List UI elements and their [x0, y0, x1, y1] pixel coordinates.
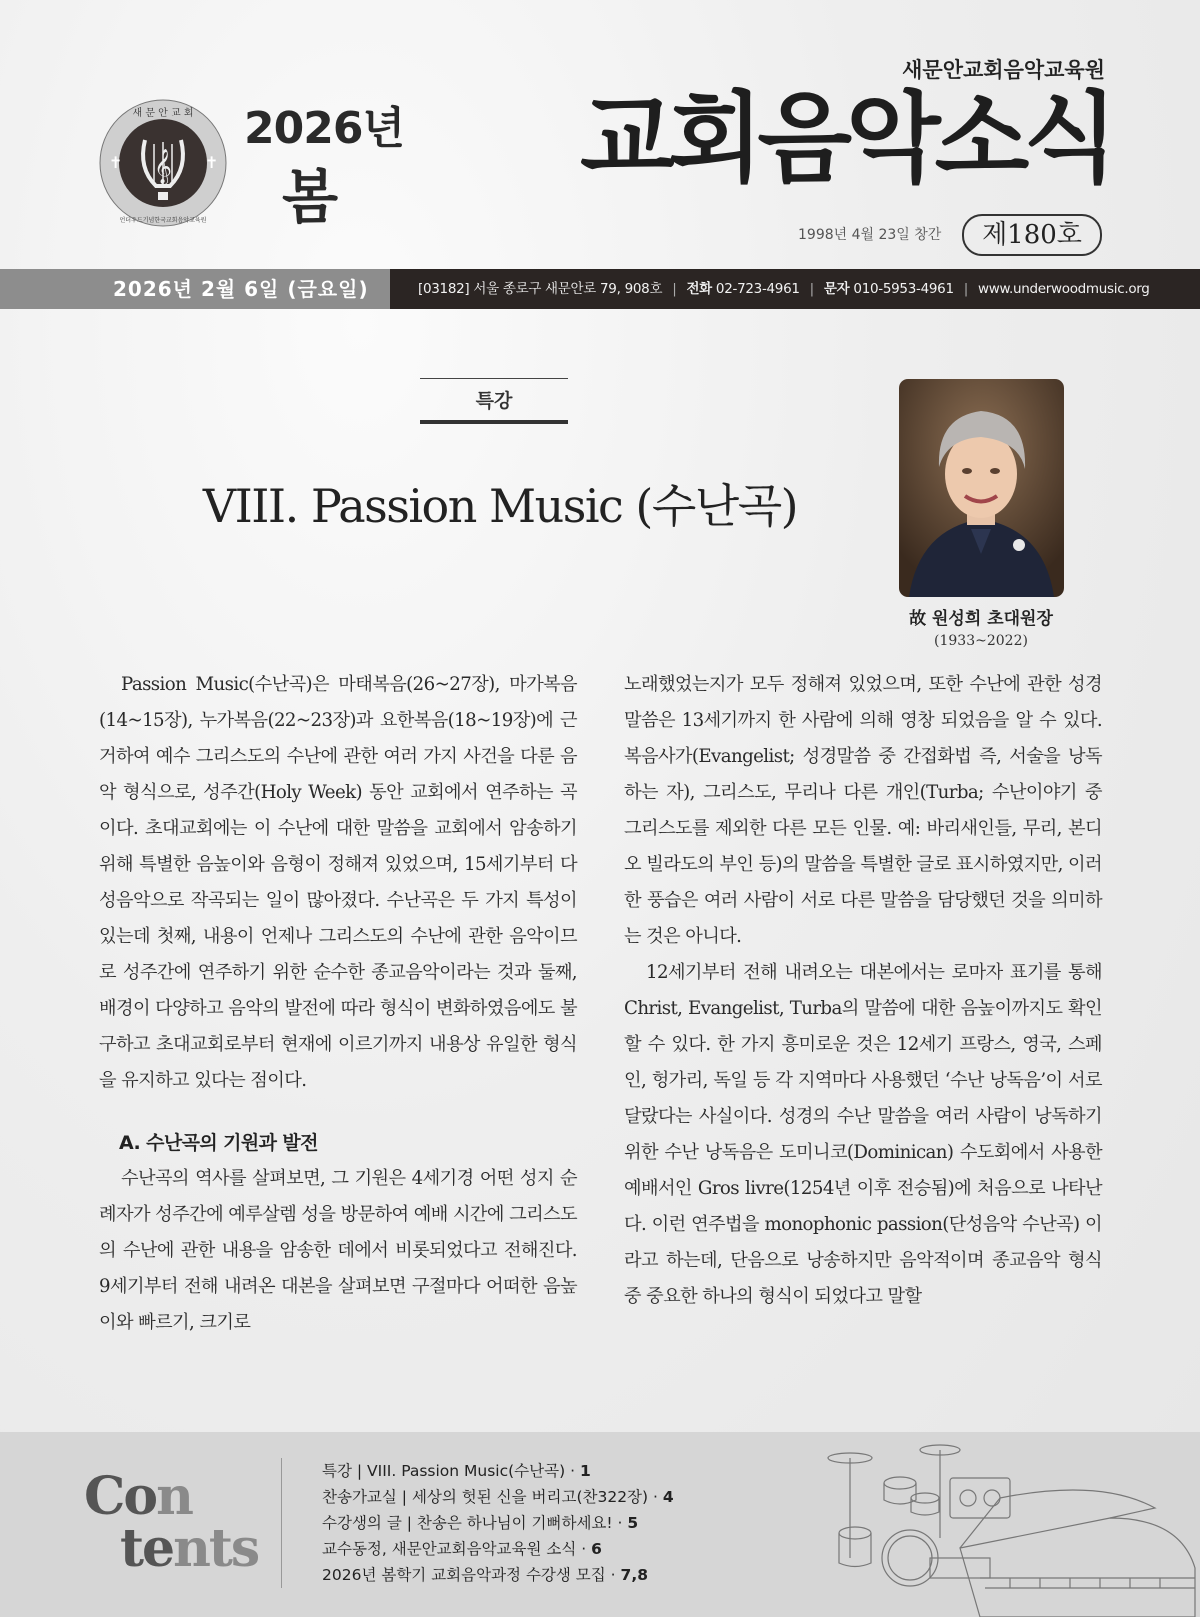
article-paragraph: Passion Music(수난곡)은 마태복음(26~27장), 마가복음(14~15장), 누가복음(22~23장)과 요한복음(18~19장)에 근거하여 예수 그리스도의 수난에 관한 여러 가지 사건을 다룬 음악 형식으로, 성주간(Holy Week) 동안 교회에서 연주하는 곡이다. 초대교회에는 이 수난에 대한 말씀을 교회에서 암송하기 위해 특별한 음높이와 음형이 정해져 있었으며, 15세기부터 다성음악으로 작곡되는 일이 많아졌다. 수난곡은 두 가지 특성이 있는데 첫째, 내용이 언제나 그리스도의 수난에 관한 음악이므로 성주간에 연주하기 위한 순수한 종교음악이라는 것과 둘째, 배경이 다양하고 음악의 발전에 따라 형식이 변화하였음에도 불구하고 초대교회로부터 현재에 이르기까지 내용상 유일한 형식을 유지하고 있다는 점이다.	[99, 674, 577, 1091]
issue-year: 2026년	[244, 103, 404, 154]
svg-text:𝄞: 𝄞	[154, 149, 172, 184]
phone-label: 전화	[686, 281, 712, 297]
sms-number: 010-5953-4961	[853, 281, 954, 297]
instruments-illustration	[810, 1438, 1200, 1617]
separator: |	[809, 281, 814, 297]
separator: |	[672, 281, 677, 297]
contents-label-line2: tents	[120, 1518, 259, 1579]
article-paragraph: 수난곡의 역사를 살펴보면, 그 기원은 4세기경 어떤 성지 순례자가 성주간에 예루살렘 성을 방문하여 예배 시간에 그리스도의 수난에 관한 내용을 암송한 데에서 비롯되었다고 전해진다. 9세기부터 전해 내려온 대본을 살펴보면 구절마다 어떠한 음높이와 빠르기, 크기로	[99, 1168, 577, 1333]
portrait-caption: 故 원성희 초대원장	[909, 609, 1053, 629]
organization-name: 새문안교회음악교육원	[902, 58, 1105, 82]
toc-item[interactable]: 특강 | VIII. Passion Music(수난곡) · 1	[322, 1462, 591, 1480]
issue-number-badge: 제180호	[962, 214, 1102, 256]
article-paragraph: 12세기부터 전해 내려오는 대본에서는 로마자 표기를 통해 Christ, Evangelist, Turba의 말씀에 대한 음높이까지도 확인할 수 있다. 한 가지 흥미로운 것은 12세기 프랑스, 영국, 스페인, 헝가리, 독일 등 각 지역마다 사용했던 ‘수난 낭독음’이 서로 달랐다는 사실이다. 성경의 수난 말씀을 여러 사람이 낭독하기 위한 수난 낭독음은 도미니코(Dominican) 수도회에서 사용한 예배서인 Gros livre(1254년 이후 전승됨)에 처음으로 나타난다. 이런 연주법을 monophonic passion(단성음악 수난곡) 이라고 하는데, 단음으로 낭송하지만 음악적이며 종교음악 형식 중 중요한 하나의 형식이 되었다고 말할	[624, 962, 1102, 1307]
sms-label: 문자	[823, 281, 850, 297]
article-left-column	[99, 667, 577, 1341]
category-top-rule	[420, 378, 568, 379]
publication-date: 2026년 2월 6일 (금요일)	[0, 269, 390, 309]
table-of-contents	[322, 1458, 674, 1588]
contents-label-line1: Con	[84, 1466, 192, 1527]
toc-item[interactable]: 수강생의 글 | 찬송은 하나님이 기뻐하세요! · 5	[322, 1514, 639, 1532]
section-heading: A. 수난곡의 기원과 발전	[119, 1132, 318, 1154]
website-link[interactable]: www.underwoodmusic.org	[977, 281, 1150, 297]
newsletter-masthead: 교회음악소식	[579, 82, 1112, 196]
portrait-years: (1933~2022)	[934, 633, 1028, 649]
category-bottom-rule	[420, 420, 568, 424]
svg-text:✝: ✝	[109, 153, 123, 172]
logo-top-text: 새 문 안 교 회	[132, 108, 194, 119]
phone-number: 02-723-4961	[715, 281, 800, 297]
logo-bottom-text: 언더우드기념한국교회음악교육원	[119, 217, 207, 224]
contents-divider	[281, 1458, 282, 1588]
toc-item[interactable]: 교수동정, 새문안교회음악교육원 소식 · 6	[322, 1540, 602, 1558]
article-category: 특강	[475, 390, 513, 412]
toc-item[interactable]: 2026년 봄학기 교회음악과정 수강생 모집 · 7,8	[322, 1566, 649, 1584]
issue-season: 봄	[282, 163, 339, 231]
church-seal-logo	[98, 98, 228, 228]
address: [03182] 서울 종로구 새문안로 79, 908호	[418, 281, 663, 297]
portrait-photo	[899, 379, 1064, 597]
separator: |	[963, 281, 968, 297]
founded-date: 1998년 4월 23일 창간	[798, 227, 942, 243]
svg-text:✝: ✝	[205, 153, 219, 172]
article-paragraph: 노래했었는지가 모두 정해져 있었으며, 또한 수난에 관한 성경말씀은 13세기까지 한 사람에 의해 영창 되었음을 알 수 있다. 복음사가(Evangelist; 성경말씀 중 간접화법 즉, 서술을 낭독하는 자), 그리스도, 무리나 다른 개인(Turba; 수난이야기 중 그리스도를 제외한 다른 모든 인물. 예: 바리새인들, 무리, 본디오 빌라도의 부인 등)의 말씀을 특별한 글로 표시하였지만, 이러한 풍습은 여러 사람이 서로 다른 말씀을 담당했던 것을 의미하는 것은 아니다.	[624, 674, 1102, 947]
toc-item[interactable]: 찬송가교실 | 세상의 헛된 신을 버리고(찬322장) · 4	[322, 1488, 674, 1506]
contact-info-bar	[390, 269, 1200, 309]
article-title: VIII. Passion Music (수난곡)	[202, 479, 798, 533]
article-right-column	[624, 667, 1102, 1315]
